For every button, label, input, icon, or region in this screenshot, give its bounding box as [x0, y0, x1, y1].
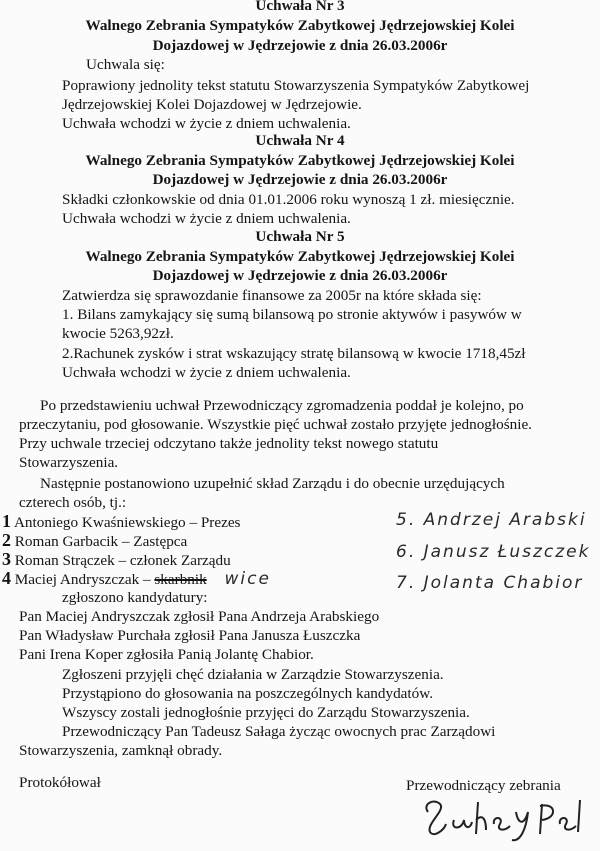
resolution-3-text-line2: Jędrzejowskiej Kolei Dojazdowej w Jędrzejowie. — [62, 96, 362, 113]
paragraph-1-line1: Po przedstawieniu uchwał Przewodniczący zgromadzenia poddał je kolejno, po — [40, 397, 524, 414]
paragraph-6-line1: Przewodniczący Pan Tadeusz Sałaga życząc owocnych prac Zarządowi — [62, 723, 496, 740]
nomination-1: Pan Maciej Andryszczak zgłosił Pana Andrzeja Arabskiego — [19, 608, 380, 625]
board-member-number: 4 — [2, 568, 11, 588]
resolution-4-org-line1: Walnego Zebrania Sympatyków Zabytkowej Jędrzejowskiej Kolei — [85, 152, 515, 169]
resolution-5-text: Zatwierdza się sprawozdanie finansowe za 2005r na które składa się: — [62, 287, 482, 304]
handwritten-role-correction: wice — [224, 569, 271, 589]
resolution-5-effect: Uchwała wchodzi w życie z dniem uchwalenia. — [62, 364, 351, 381]
resolution-5-item1-line2: kwocie 5263,92zł. — [62, 325, 174, 342]
board-member-3 — [2, 550, 231, 570]
board-member-2 — [2, 531, 187, 551]
resolution-4-text: Składki członkowskie od dnia 01.01.2006 roku wynoszą 1 zł. miesięcznie. — [62, 191, 515, 208]
resolution-5-org-line2: Dojazdowej w Jędrzejowie z dnia 26.03.2006r — [152, 267, 448, 284]
resolution-4-effect: Uchwała wchodzi w życie z dniem uchwalenia. — [62, 210, 351, 227]
paragraph-6-line2: Stowarzyszenia, zamknął obrady. — [19, 742, 223, 759]
paragraph-4: Przystąpiono do głosowania na poszczególnych kandydatów. — [62, 685, 434, 702]
recorder-label: Protokółował — [19, 774, 101, 791]
resolution-3-effect: Uchwała wchodzi w życie z dniem uchwalenia. — [62, 115, 351, 132]
handwritten-member-5: 5. Andrzej Arabski — [396, 510, 587, 530]
resolution-4-title: Uchwała Nr 4 — [255, 132, 345, 149]
paragraph-5: Wszyscy zostali jednogłośnie przyjęci do Zarządu Stowarzyszenia. — [62, 704, 470, 721]
chair-label: Przewodniczący zebrania — [406, 777, 561, 794]
resolution-5-item2: 2.Rachunek zysków i strat wskazujący stratę bilansową w kwocie 1718,45zł — [62, 345, 526, 362]
resolution-5-item1-line1: 1. Bilans zamykający się sumą bilansową po stronie aktywów i pasywów w — [62, 306, 522, 323]
resolution-5-title: Uchwała Nr 5 — [255, 228, 345, 245]
resolution-3-label: Uchwala się: — [86, 56, 165, 73]
resolution-3-org-line2: Dojazdowej w Jędrzejowie z dnia 26.03.2006r — [152, 37, 448, 54]
nomination-2: Pan Władysław Purchała zgłosił Pana Janusza Łuszczka — [19, 627, 361, 644]
paragraph-1-line2: przeczytaniu, pod głosowanie. Wszystkie pięć uchwał zostało przyjęte jednogłośnie. — [19, 416, 532, 433]
board-member-name: Roman Garbacik – Zastępca — [14, 533, 188, 550]
board-member-number: 1 — [2, 511, 11, 531]
struck-role: skarbnik — [154, 571, 207, 588]
resolution-4-org-line2: Dojazdowej w Jędrzejowie z dnia 26.03.2006r — [152, 171, 448, 188]
resolution-3-title: Uchwała Nr 3 — [255, 0, 345, 14]
candidates-reported: zgłoszono kandydatury: — [62, 589, 208, 606]
resolution-3-org-line1: Walnego Zebrania Sympatyków Zabytkowej Jędrzejowskiej Kolei — [85, 17, 515, 34]
paragraph-2-line2: czterech osób, tj.: — [19, 494, 127, 511]
resolution-3-text-line1: Poprawiony jednolity tekst statutu Stowarzyszenia Sympatyków Zabytkowej — [62, 77, 530, 94]
paragraph-1-line3: Przy uchwale trzeciej odczytano także jednolity tekst nowego statutu — [19, 435, 439, 452]
board-member-number: 2 — [2, 530, 11, 550]
nomination-3: Pani Irena Koper zgłosiła Panią Jolantę Chabior. — [19, 646, 314, 663]
paragraph-3: Zgłoszeni przyjęli chęć działania w Zarządzie Stowarzyszenia. — [62, 666, 444, 683]
handwritten-member-7: 7. Jolanta Chabior — [396, 573, 584, 593]
chair-signature — [420, 790, 590, 845]
handwritten-member-6: 6. Janusz Łuszczek — [396, 542, 591, 562]
board-member-4 — [2, 569, 271, 589]
board-member-name: Maciej Andryszczak – — [14, 571, 155, 588]
resolution-5-org-line1: Walnego Zebrania Sympatyków Zabytkowej Jędrzejowskiej Kolei — [85, 248, 515, 265]
board-member-number: 3 — [2, 549, 11, 569]
board-member-1 — [2, 512, 240, 532]
board-member-name: Antoniego Kwaśniewskiego – Prezes — [13, 514, 241, 531]
board-member-name: Roman Strączek – członek Zarządu — [14, 552, 231, 569]
paragraph-2-line1: Następnie postanowiono uzupełnić skład Zarządu i do obecnie urzędujących — [40, 475, 505, 492]
paragraph-1-line4: Stowarzyszenia. — [19, 454, 119, 471]
